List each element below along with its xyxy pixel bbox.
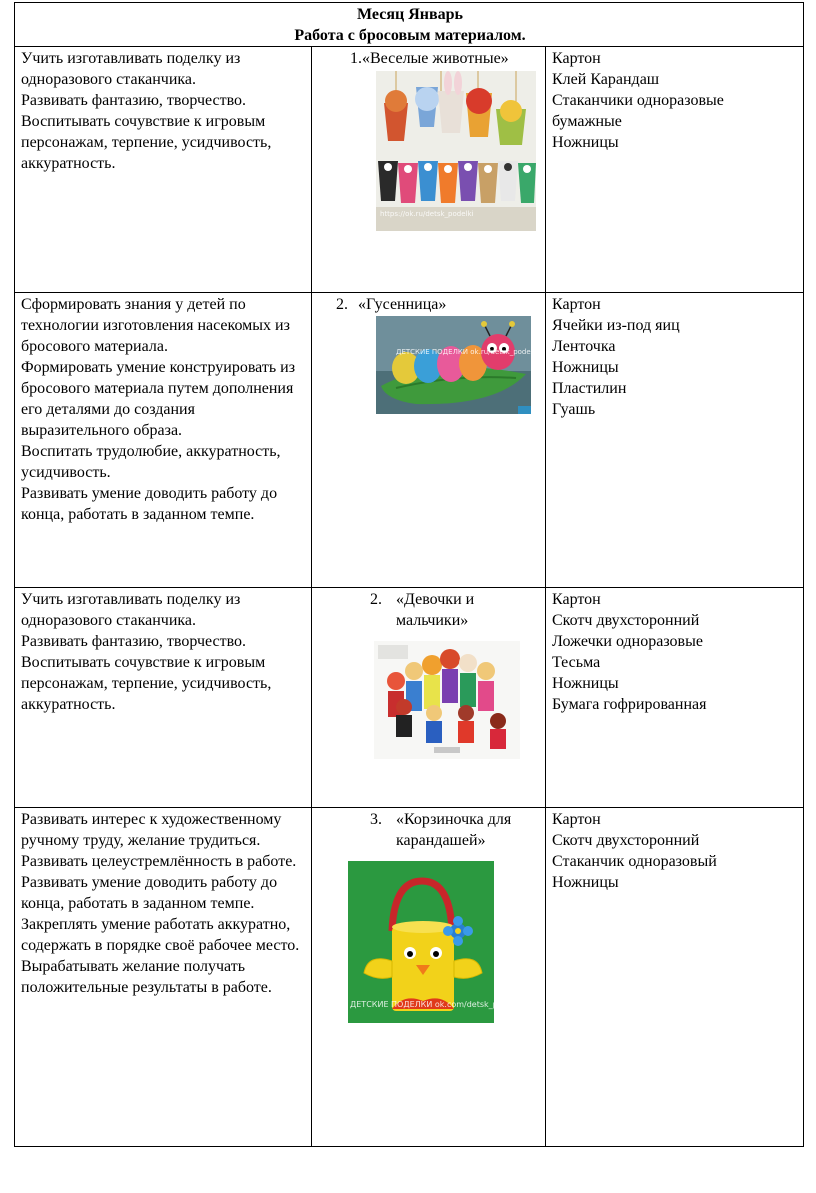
animals-craft-image — [376, 71, 536, 231]
material-item: Стаканчики одноразовые — [552, 92, 724, 109]
material-item: Ложечки одноразовые — [552, 633, 703, 650]
activity-number: 2. — [370, 591, 382, 608]
material-item: Гуашь — [552, 401, 596, 418]
goal-text: Формировать умение конструировать из бросового материала путем дополнения его деталями до создания выразительного образа. — [21, 359, 296, 439]
table-row — [15, 47, 804, 293]
caterpillar-craft-illustration — [376, 316, 531, 414]
goal-text: Развивать умение доводить работу до конца, работать в заданном темпе. — [21, 485, 278, 523]
activity-cell — [312, 293, 546, 588]
material-item: Пластилин — [552, 380, 627, 397]
activity-cell — [312, 47, 546, 293]
goals-cell — [15, 588, 312, 808]
goals-cell — [15, 293, 312, 588]
activity-cell — [312, 808, 546, 1147]
activity-title-text: «Корзиночка для карандашей» — [396, 811, 512, 849]
plan-table — [14, 2, 804, 1147]
material-item: Ножницы — [552, 359, 619, 376]
goal-text: Развивать фантазию, творчество. — [21, 633, 247, 650]
material-item: Ножницы — [552, 874, 619, 891]
goals-cell — [15, 47, 312, 293]
table-row — [15, 808, 804, 1147]
activity-title — [318, 809, 541, 851]
caterpillar-craft-image — [376, 316, 539, 414]
table-row — [15, 588, 804, 808]
material-item: Тесьма — [552, 654, 601, 671]
material-item: Картон — [552, 591, 601, 608]
activity-title — [318, 589, 541, 631]
activity-title-text: «Гусенница» — [358, 296, 447, 313]
goal-text: Учить изготавливать поделку из одноразового стаканчика. — [21, 50, 241, 88]
topic-title: Работа с бросовым материалом. — [294, 27, 526, 44]
goal-text: Закреплять умение работать аккуратно, содержать в порядке своё рабочее место. — [21, 916, 300, 954]
image-watermark: ДЕТСКИЕ ПОДЕЛКИ ok.com/detsk_podelki — [350, 1000, 522, 1009]
material-item: Картон — [552, 50, 601, 67]
material-item: Стаканчик одноразовый — [552, 853, 717, 870]
spoon-dolls-illustration — [374, 641, 520, 759]
goal-text: Сформировать знания у детей по технологии изготовления насекомых из бросового материала. — [21, 296, 290, 355]
image-watermark: ДЕТСКИЕ ПОДЕЛКИ ok.ru/detsk_podelki — [396, 348, 539, 356]
material-item: Бумага гофрированная — [552, 696, 707, 713]
table-header-row — [15, 3, 804, 47]
material-item: Ячейки из-под яиц — [552, 317, 680, 334]
spoon-dolls-craft-image — [374, 641, 520, 759]
activity-title-text: «Девочки и мальчики» — [396, 591, 475, 629]
material-item: Ножницы — [552, 134, 619, 151]
material-item: Ленточка — [552, 338, 616, 355]
table-header-cell — [15, 3, 804, 47]
material-item: Скотч двухсторонний — [552, 832, 700, 849]
material-item: бумажные — [552, 113, 622, 130]
image-watermark: https://ok.ru/detsk_podelki — [380, 210, 474, 218]
materials-cell — [546, 808, 804, 1147]
material-item: Скотч двухсторонний — [552, 612, 700, 629]
materials-cell — [546, 588, 804, 808]
goal-text: Воспитать трудолюбие, аккуратность, усидчивость. — [21, 443, 281, 481]
goal-text: Развивать фантазию, творчество. — [21, 92, 247, 109]
material-item: Картон — [552, 811, 601, 828]
pencil-basket-craft-image — [348, 861, 522, 1023]
activity-number: 1. — [350, 50, 362, 67]
goal-text: Вырабатывать желание получать положительные результаты в работе. — [21, 958, 272, 996]
goal-text: Воспитывать сочувствие к игровым персонажам, терпение, усидчивость, аккуратность. — [21, 654, 272, 713]
activity-title — [318, 48, 541, 69]
goal-text: Развивать умение доводить работу до конца, работать в заданном темпе. — [21, 874, 278, 912]
material-item: Картон — [552, 296, 601, 313]
materials-cell — [546, 293, 804, 588]
activity-title-text: «Веселые животные» — [362, 50, 509, 67]
goal-text: Развивать интерес к художественному ручному труду, желание трудиться. Развивать целеустремлённость в работе. — [21, 811, 297, 870]
month-title: Месяц Январь — [357, 6, 463, 23]
material-item: Клей Карандаш — [552, 71, 660, 88]
goal-text: Воспитывать сочувствие к игровым персонажам, терпение, усидчивость, аккуратность. — [21, 113, 272, 172]
activity-number: 3. — [370, 811, 382, 828]
material-item: Ножницы — [552, 675, 619, 692]
activity-cell — [312, 588, 546, 808]
activity-title — [318, 294, 541, 315]
activity-number: 2. — [336, 296, 348, 313]
table-row — [15, 293, 804, 588]
materials-cell — [546, 47, 804, 293]
goals-cell — [15, 808, 312, 1147]
goal-text: Учить изготавливать поделку из одноразового стаканчика. — [21, 591, 241, 629]
